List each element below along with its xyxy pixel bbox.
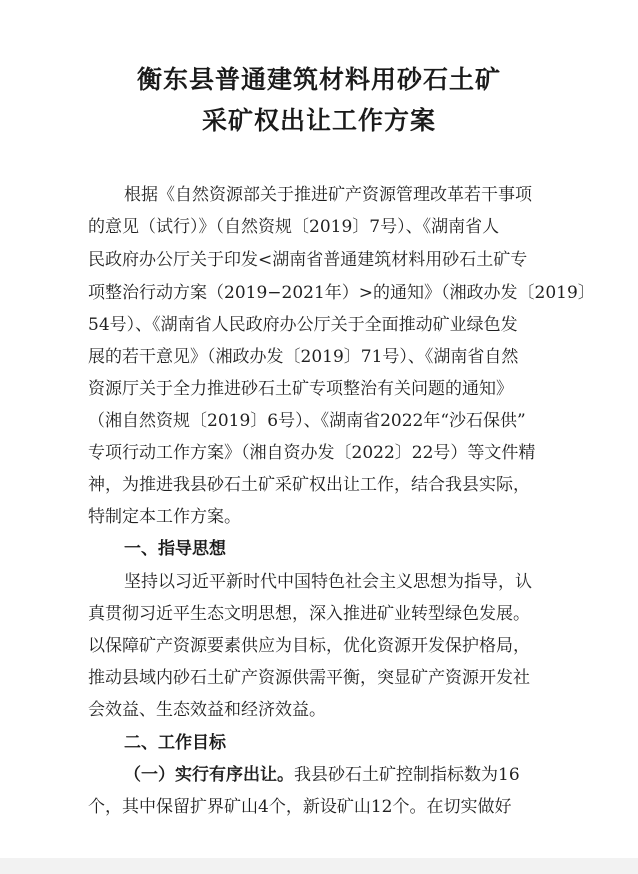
document-title-line-1: 衡东县普通建筑材料用砂石土矿 <box>136 65 501 94</box>
section-heading-work-goals: 二、工作目标 <box>124 733 226 753</box>
intro-paragraph-line: 的意见（试行）》（自然资规〔2019〕7号）、《湖南省人 <box>88 217 500 237</box>
intro-paragraph-line: 专项行动工作方案》（湘自资办发〔2022〕22号）等文件精 <box>88 443 536 463</box>
section-heading-guiding-ideology: 一、指导思想 <box>124 539 226 559</box>
intro-paragraph-line: 特制定本工作方案。 <box>88 507 241 527</box>
intro-paragraph-line: 项整治行动方案（2019−2021年）>的通知》（湘政办发〔2019〕 <box>88 283 595 303</box>
intro-paragraph-line: 民政府办公厅关于印发<湖南省普通建筑材料用砂石土矿专 <box>88 250 528 270</box>
section1-paragraph-line: 真贯彻习近平生态文明思想，深入推进矿业转型绿色发展。 <box>88 604 530 624</box>
intro-paragraph-line: 54号）、《湖南省人民政府办公厅关于全面推动矿业绿色发 <box>88 315 518 335</box>
document-title-line-2: 采矿权出让工作方案 <box>201 106 436 135</box>
section1-paragraph-line: 坚持以习近平新时代中国特色社会主义思想为指导，认 <box>124 572 532 592</box>
page-bottom-margin <box>0 858 638 874</box>
section1-paragraph-line: 会效益、生态效益和经济效益。 <box>88 700 326 720</box>
intro-paragraph-line: 资源厅关于全力推进砂石土矿专项整治有关问题的通知》 <box>88 379 513 399</box>
intro-paragraph-line: 展的若干意见》（湘政办发〔2019〕71号）、《湖南省自然 <box>88 347 519 367</box>
subsection1-paragraph-line: 个，其中保留扩界矿山4个，新设矿山12个。在切实做好 <box>88 797 512 817</box>
section1-paragraph-line: 推动县域内砂石土矿产资源供需平衡，突显矿产资源开发社 <box>88 668 530 688</box>
intro-paragraph-line: （湘自然资规〔2019〕6号）、《湖南省2022年“沙石保供” <box>88 411 526 431</box>
intro-paragraph-line: 神，为推进我县砂石土矿采矿权出让工作，结合我县实际， <box>88 475 530 495</box>
subsection1-line-rest: 我县砂石土矿控制指标数为16 <box>294 765 520 785</box>
subsection1-lead: （一）实行有序出让。 <box>124 765 294 785</box>
intro-paragraph-line: 根据《自然资源部关于推进矿产资源管理改革若干事项 <box>124 185 532 205</box>
section1-paragraph-line: 以保障矿产资源要素供应为目标，优化资源开发保护格局， <box>88 636 530 656</box>
subsection1-first-line <box>124 763 520 787</box>
